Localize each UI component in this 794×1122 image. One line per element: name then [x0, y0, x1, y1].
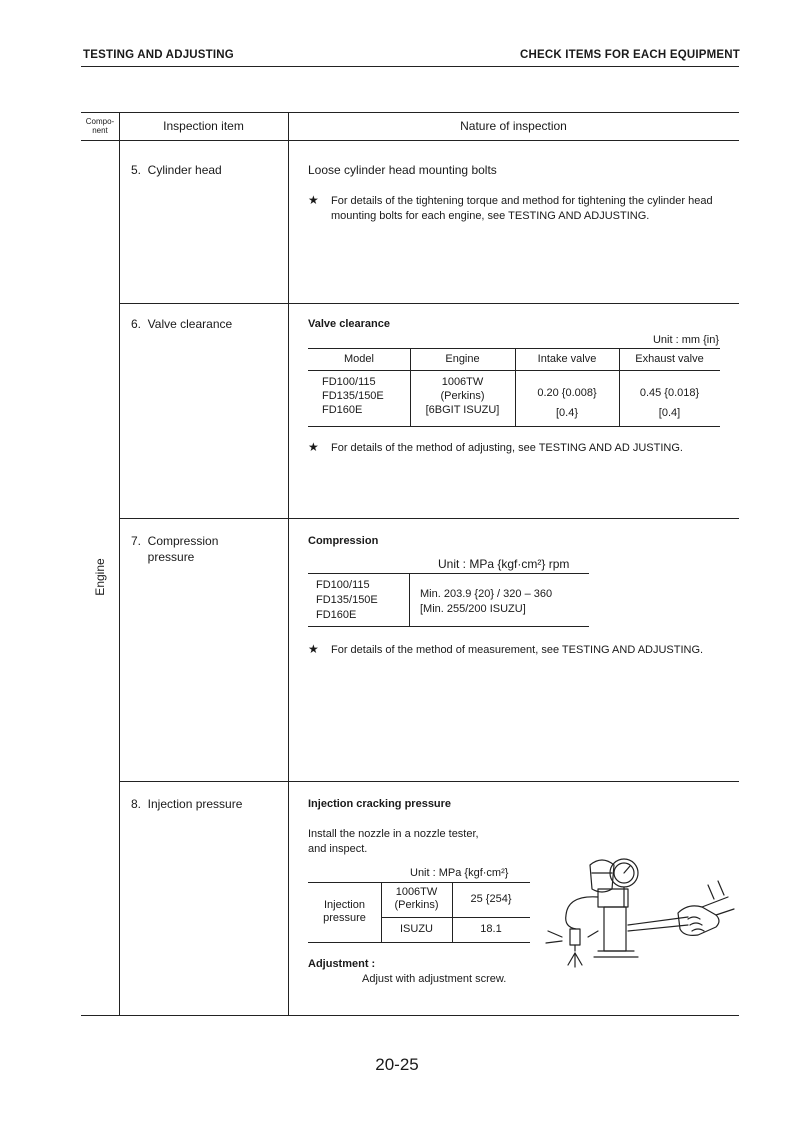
s6-table-top — [308, 348, 720, 349]
col-header-component: Compo- nent — [85, 117, 115, 135]
s8-row1-engine: 1006TW (Perkins) — [394, 886, 439, 911]
row-divider-7-8 — [119, 781, 739, 782]
row-divider-5-6 — [119, 303, 739, 304]
s6-table-head — [308, 370, 720, 371]
s6-note: For details of the method of adjusting, see TESTING AND AD JUSTING. — [331, 442, 683, 454]
s8-label: Injection pressure — [323, 899, 366, 924]
col-divider-2 — [288, 112, 289, 1015]
col-divider-1 — [119, 112, 120, 1015]
s7-table-top — [308, 573, 589, 574]
s6-th-model: Model — [344, 353, 374, 365]
s7-value: Min. 203.9 {20} / 320 – 360 [Min. 255/200 ISUZU] — [420, 588, 553, 615]
star-icon: ★ — [308, 193, 319, 207]
s8-title: Injection cracking pressure — [308, 798, 452, 810]
s8-unit: Unit : MPa {kgf·cm²} — [410, 867, 509, 879]
row-divider-6-7 — [119, 518, 739, 519]
star-icon: ★ — [308, 642, 319, 656]
s8-row2-engine: ISUZU — [400, 923, 433, 935]
nozzle-tester-illustration — [538, 855, 738, 975]
s7-note: For details of the method of measurement, see TESTING AND ADJUSTING. — [331, 644, 704, 656]
s6-unit: Unit : mm {in} — [652, 334, 719, 346]
s8-table-mid — [381, 917, 530, 918]
table-bottom-rule — [81, 1015, 739, 1016]
component-engine-label: Engine — [93, 558, 107, 596]
s7-col-1 — [409, 573, 410, 626]
s8-text: Install the nozzle in a nozzle tester, and inspect. — [308, 828, 479, 855]
s5-note: For details of the tightening torque and method for tightening the cylinder head mounting bolts for each engine, see TESTING AND ADJUSTING. — [331, 195, 713, 222]
s6-td-intake: 0.20 {0.008} [0.4} — [537, 387, 597, 419]
header-rule — [81, 66, 739, 67]
item-compression-pressure: 7. Compression pressure — [131, 534, 219, 564]
s7-table-bottom — [308, 626, 589, 627]
item-cylinder-head: 5. Cylinder head — [131, 163, 222, 177]
s7-models: FD100/115 FD135/150E FD160E — [316, 579, 378, 621]
s7-unit: Unit : MPa {kgf·cm²} rpm — [438, 557, 570, 571]
col-header-inspection-item: Inspection item — [163, 119, 244, 133]
s6-table-bottom — [308, 426, 720, 427]
s6-td-engine: 1006TW (Perkins) [6BGIT ISUZU] — [425, 376, 500, 416]
s6-td-exhaust: 0.45 {0.018} [0.4] — [639, 387, 700, 419]
s8-adjustment-text: Adjust with adjustment screw. — [362, 973, 507, 985]
s6-th-engine: Engine — [445, 353, 480, 365]
s8-adjustment-title: Adjustment : — [308, 958, 376, 970]
header-left: TESTING AND ADJUSTING — [83, 49, 234, 61]
item-injection-pressure: 8. Injection pressure — [131, 797, 243, 811]
star-icon: ★ — [308, 440, 319, 454]
table-top-rule — [81, 112, 739, 113]
s8-row1-value: 25 {254} — [470, 893, 512, 905]
header-right: CHECK ITEMS FOR EACH EQUIPMENT — [519, 49, 740, 61]
s7-title: Compression — [308, 535, 379, 547]
table-header-rule — [81, 140, 739, 141]
col-header-nature: Nature of inspection — [460, 119, 567, 133]
item-valve-clearance: 6. Valve clearance — [131, 317, 233, 331]
s8-row2-value: 18.1 — [480, 923, 502, 935]
s6-td-model: FD100/115 FD135/150E FD160E — [322, 376, 384, 416]
s5-text: Loose cylinder head mounting bolts — [308, 163, 497, 177]
s6-th-intake: Intake valve — [537, 353, 597, 365]
s8-table-top — [308, 882, 530, 883]
page-number: 20-25 — [375, 1055, 419, 1074]
s6-title: Valve clearance — [308, 318, 390, 330]
s8-table-bottom — [308, 942, 530, 943]
s6-th-exhaust: Exhaust valve — [635, 353, 704, 365]
